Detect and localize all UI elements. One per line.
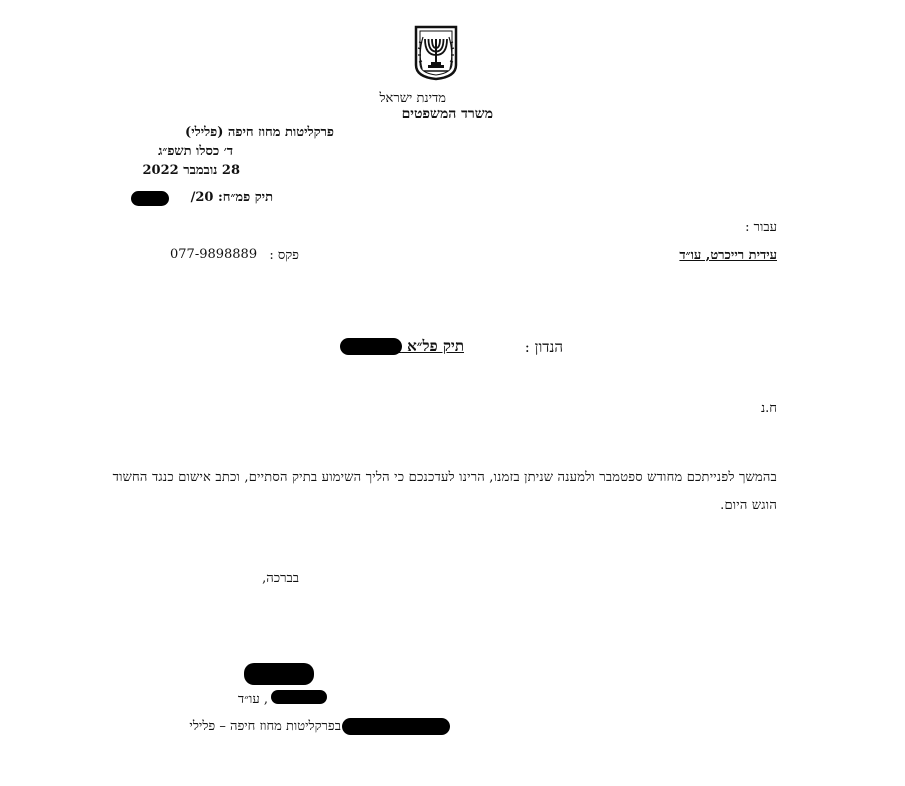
- signer-title: , עו״ד: [237, 692, 268, 707]
- ministry-name: משרד המשפטים: [401, 106, 493, 122]
- state-name: מדינת ישראל: [379, 91, 446, 106]
- recipient-label: עבור :: [745, 220, 777, 235]
- file-reference: תיק פמ״ח: 20/: [190, 190, 273, 205]
- signer-department: בפרקליטות מחוז חיפה – פלילי: [189, 719, 341, 734]
- office-name: פרקליטות מחוז חיפה (פלילי): [185, 125, 334, 140]
- signature-redaction: [244, 663, 314, 685]
- subject-value: תיק פל״א: [407, 337, 464, 355]
- gregorian-date: 28 נובמבר 2022: [142, 163, 240, 178]
- hebrew-date: ד׳ כסלו תשפ״ג: [158, 144, 233, 159]
- signer-name-redaction: [271, 690, 327, 704]
- subject-label: הנדון :: [524, 338, 563, 356]
- subject-file-number-redaction: [340, 338, 402, 355]
- state-emblem-icon: [412, 25, 460, 81]
- file-number-redaction: [131, 191, 169, 206]
- fax-number: 077-9898889: [170, 247, 258, 262]
- signer-role-redaction: [342, 718, 450, 735]
- letter-body: בהמשך לפנייתכם מחודש ספטמבר ולמענה שניתן בזמנו, הרינו לעדכנכם כי הליך השימוע בתיק הסתיים, וכתב אישום כנגד החשוד הוגש היום.: [112, 470, 777, 513]
- closing: בברכה,: [262, 571, 299, 586]
- greeting: ח.נ: [760, 401, 777, 416]
- fax-label: פקס :: [269, 248, 299, 263]
- recipient-name: עידית רייכרט, עו״ד: [679, 248, 777, 263]
